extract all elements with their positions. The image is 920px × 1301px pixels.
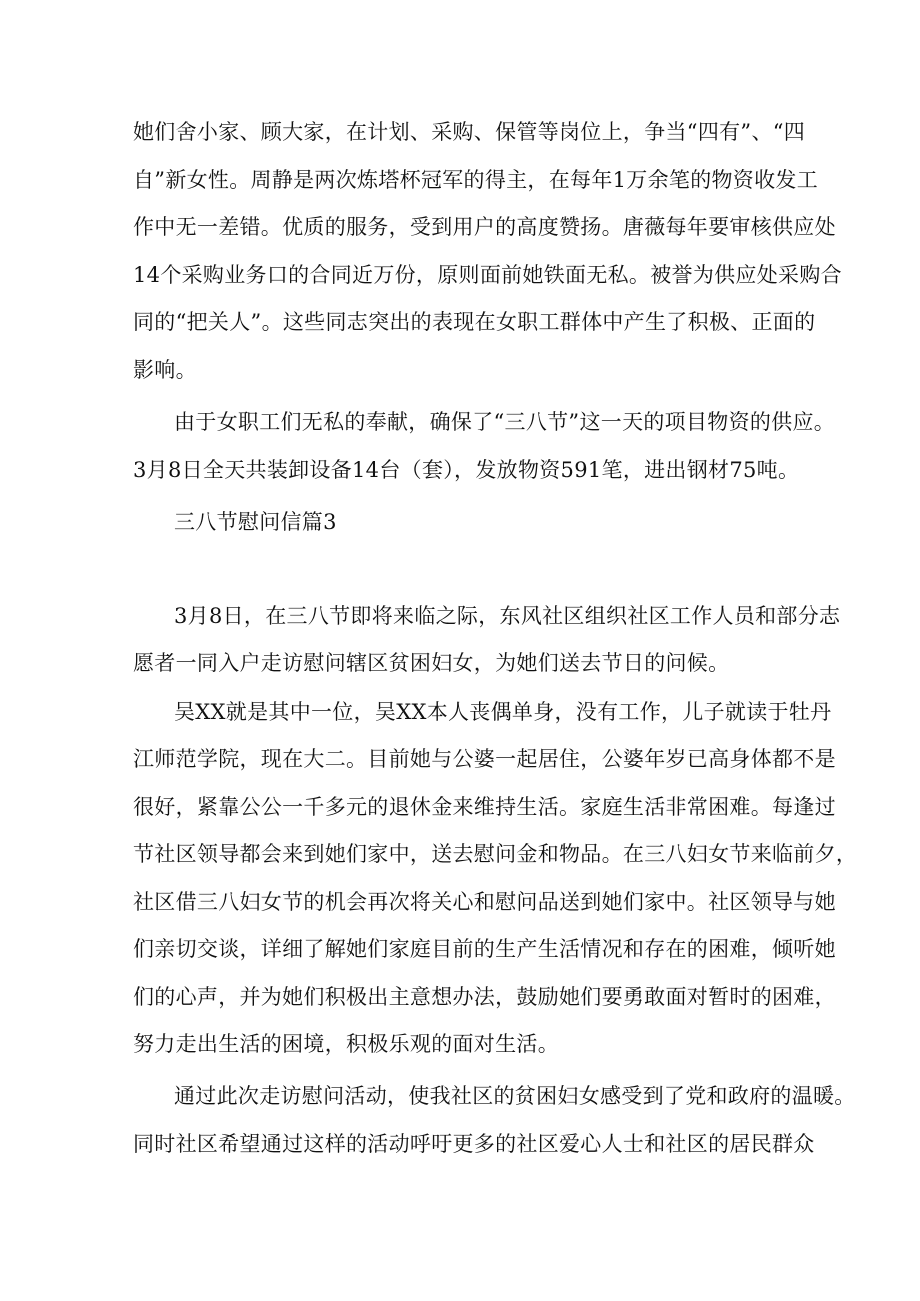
paragraph-4-line-1: 吴XX就是其中一位，吴XX本人丧偶单身，没有工作，儿子就读于牡丹: [174, 700, 832, 724]
paragraph-5-line-1: 通过此次走访慰问活动，使我社区的贫困妇女感受到了党和政府的温暖。: [174, 1084, 856, 1108]
paragraph-1-line-5: 同的“把关人”。这些同志突出的表现在女职工群体中产生了积极、正面的: [133, 310, 816, 334]
paragraph-1-line-6: 影响。: [133, 358, 197, 382]
paragraph-3-line-1: 3月8日，在三八节即将来临之际，东风社区组织社区工作人员和部分志: [174, 604, 841, 628]
paragraph-2-line-2: 3月8日全天共装卸设备14台（套），发放物资591笔，进出钢材75吨。: [133, 458, 800, 482]
paragraph-1-line-4: 14个采购业务口的合同近万份，原则面前她铁面无私。被誉为供应处采购合: [133, 263, 842, 287]
paragraph-1-line-1: 她们舍小家、顾大家，在计划、采购、保管等岗位上，争当“四有”、“四: [133, 120, 806, 144]
paragraph-5-line-2: 同时社区希望通过这样的活动呼吁更多的社区爱心人士和社区的居民群众: [133, 1132, 815, 1156]
section-title: 三八节慰问信篇3: [174, 510, 337, 534]
paragraph-4-line-6: 们亲切交谈，详细了解她们家庭目前的生产生活情况和存在的困难，倾听她: [133, 937, 836, 961]
paragraph-1-line-2: 自”新女性。周静是两次炼塔杯冠军的得主，在每年1万余笔的物资收发工: [133, 168, 818, 192]
paragraph-3-line-2: 愿者一同入户走访慰问辖区贫困妇女，为她们送去节日的问候。: [133, 651, 730, 675]
paragraph-1-line-3: 作中无一差错。优质的服务，受到用户的高度赞扬。唐薇每年要审核供应处: [133, 215, 836, 239]
paragraph-4-line-8: 努力走出生活的困境，积极乐观的面对生活。: [133, 1032, 559, 1056]
paragraph-4-line-2: 江师范学院，现在大二。目前她与公婆一起居住，公婆年岁已高身体都不是: [133, 747, 836, 771]
paragraph-4-line-5: 社区借三八妇女节的机会再次将关心和慰问品送到她们家中。社区领导与她: [133, 890, 836, 914]
paragraph-2-line-1: 由于女职工们无私的奉献，确保了“三八节”这一天的项目物资的供应。: [174, 410, 836, 434]
paragraph-4-line-4: 节社区领导都会来到她们家中，送去慰问金和物品。在三八妇女节来临前夕，: [133, 842, 858, 866]
paragraph-4-line-7: 们的心声，并为她们积极出主意想办法，鼓励她们要勇敢面对暂时的困难，: [133, 985, 836, 1009]
paragraph-4-line-3: 很好，紧靠公公一千多元的退休金来维持生活。家庭生活非常困难。每逢过: [133, 795, 836, 819]
